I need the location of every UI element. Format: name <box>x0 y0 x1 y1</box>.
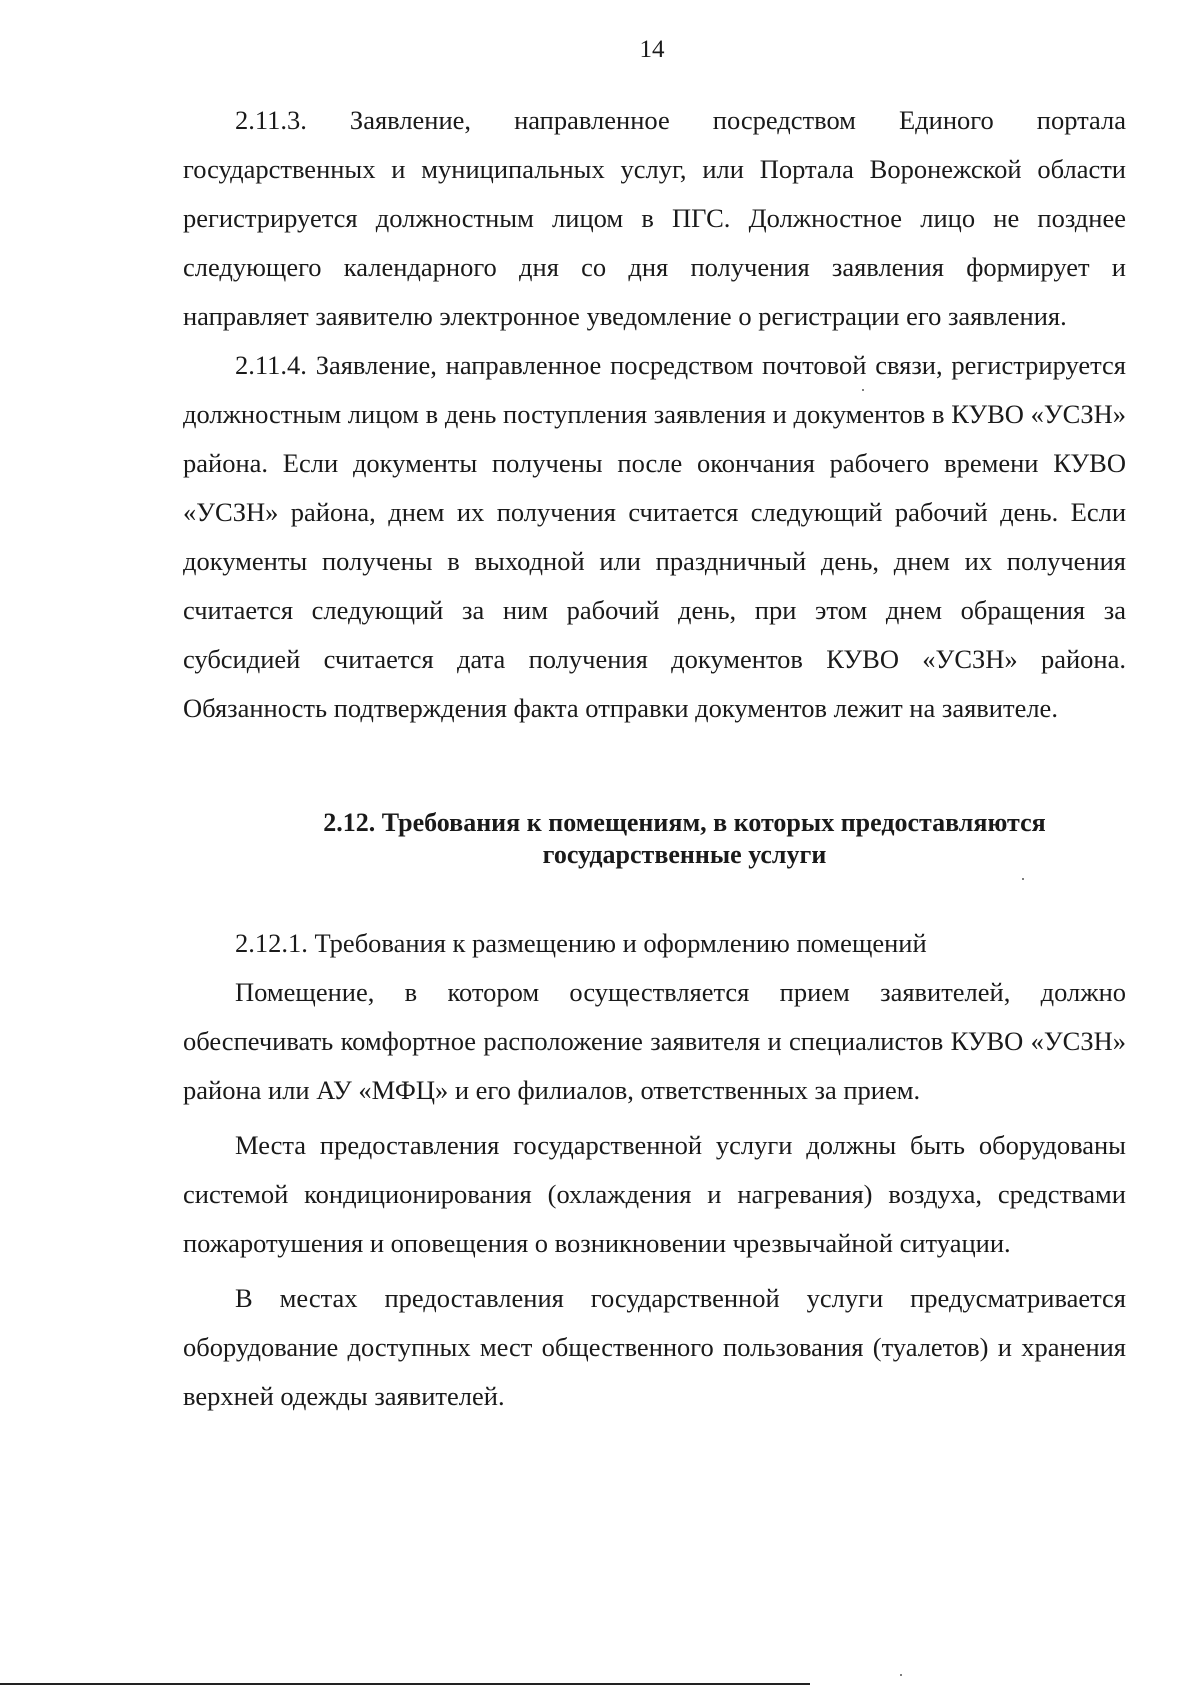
scan-speck <box>900 1674 902 1676</box>
scan-speck <box>862 389 864 391</box>
scan-speck <box>1022 878 1024 880</box>
section-heading-line-1: 2.12. Требования к помещениям, в которых предоставляются <box>323 808 1046 837</box>
paragraph-2-11-3: 2.11.3. Заявление, направленное посредством Единого портала государственных и муниципальных услуг, или Портала Воронежской области регистрируется должностным лицом в ПГС. Должностное лицо не позднее следующего календарного дня со дня получения заявления формирует и направляет заявителю электронное уведомление о регистрации его заявления. <box>183 105 1126 331</box>
paragraph-2-12-1: 2.12.1. Требования к размещению и оформлению помещений <box>235 928 927 958</box>
spacer <box>183 871 1126 919</box>
page-number: 14 <box>639 36 665 63</box>
paragraph-premises-equipment: Места предоставления государственной услуги должны быть оборудованы системой кондиционирования (охлаждения и нагревания) воздуха, средствами пожаротушения и оповещения о возникновении чрезвычайной ситуации. <box>183 1130 1126 1258</box>
section-heading-line-2: государственные услуги <box>542 840 827 869</box>
paragraph-premises-comfort: Помещение, в котором осуществляется прием заявителей, должно обеспечивать комфортное расположение заявителя и специалистов КУВО «УСЗН» района или АУ «МФЦ» и его филиалов, ответственных за прием. <box>183 977 1126 1105</box>
paragraph-public-facilities: В местах предоставления государственной услуги предусматривается оборудование доступных мест общественного пользования (туалетов) и хранения верхней одежды заявителей. <box>183 1283 1126 1411</box>
bottom-scan-line <box>0 1683 810 1685</box>
document-body <box>183 96 1126 1421</box>
paragraph-2-11-4: 2.11.4. Заявление, направленное посредством почтовой связи, регистрируется должностным лицом в день поступления заявления и документов в КУВО «УСЗН» района. Если документы получены после окончания рабочего времени КУВО «УСЗН» района, днем их получения считается следующий рабочий день. Если документы получены в выходной или праздничный день, днем их получения считается следующий за ним рабочий день, при этом днем обращения за субсидией считается дата получения документов КУВО «УСЗН» района. Обязанность подтверждения факта отправки документов лежит на заявителе. <box>183 350 1126 723</box>
section-heading-2-12 <box>183 807 1126 871</box>
